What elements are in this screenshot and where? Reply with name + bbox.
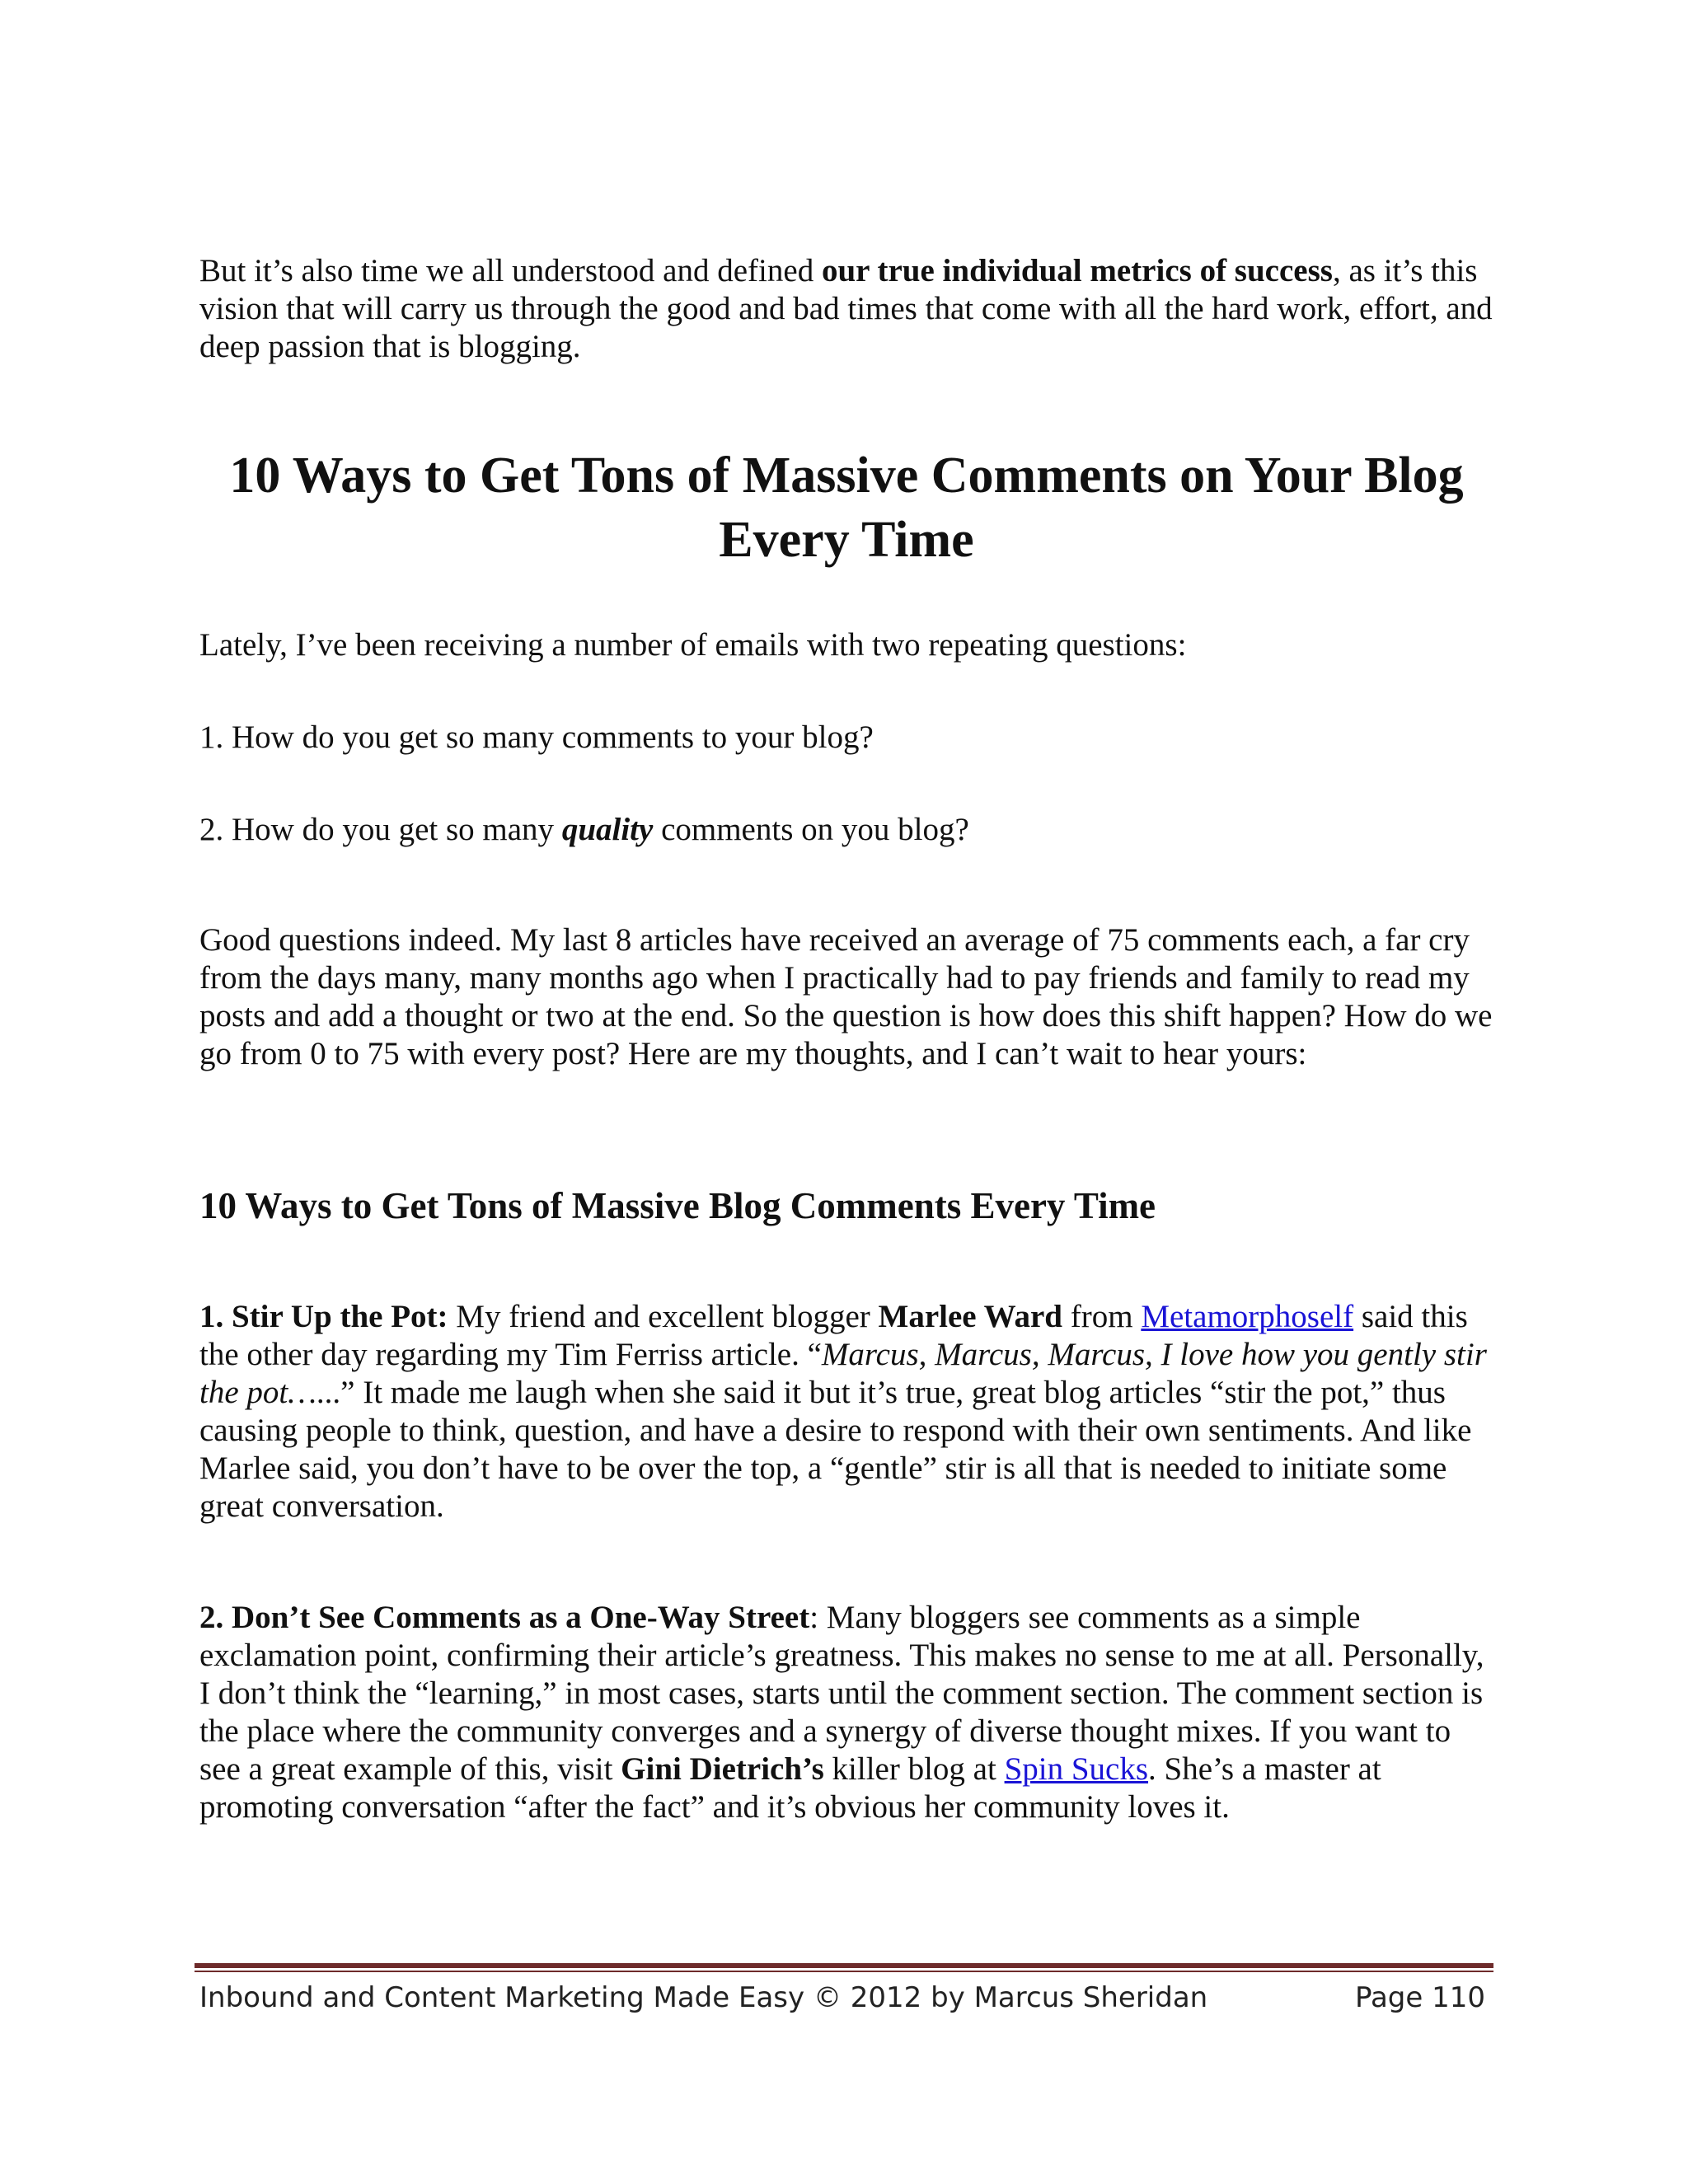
question-2 (199, 811, 1493, 849)
item-1-label: 1. Stir Up the Pot: (199, 1299, 448, 1334)
item-1-text-4: ...” It made me laugh when she said it but it’s true, great blog articles “stir the pot,” thus causing people to think, question, and have a desire to respond with their own sentiments. And like Marlee said, you don’t have to be over the top, a “gentle” stir is all that is needed to initiate some great conversation. (199, 1375, 1472, 1524)
item-2-text-2: killer blog at (823, 1751, 1005, 1787)
page-title (199, 443, 1493, 572)
title-line-1: 10 Ways to Get Tons of Massive Comments on Your Blog (229, 448, 1464, 504)
question-2-text-a: 2. How do you get so many (199, 812, 562, 847)
section-heading: 10 Ways to Get Tons of Massive Blog Comments Every Time (199, 1185, 1156, 1226)
item-1-text-3: said this the other day regarding my Tim Ferriss article. “ (199, 1299, 1468, 1372)
item-1-quote: Marcus, Marcus, Marcus, I love how you gently stir the pot… (199, 1337, 1487, 1410)
question-2-emphasis: quality (561, 812, 654, 847)
list-item-2 (199, 1599, 1493, 1826)
item-1-name: Marlee Ward (878, 1299, 1062, 1334)
good-questions-paragraph: Good questions indeed. My last 8 articles have received an average of 75 comments each, a far cry from the days many, many months ago when I practically had to pay friends and family to read my posts and add a thought or two at the end. So the question is how does this shift happen? How do we go from 0 to 75 with every post? Here are my thoughts, and I can’t wait to hear yours: (199, 922, 1493, 1071)
item-2-label: 2. Don’t See Comments as a One-Way Street (199, 1600, 810, 1635)
item-1-text-1: My friend and excellent blogger (448, 1299, 879, 1334)
footer-book-title: Inbound and Content Marketing Made Easy © 2012 by Marcus Sheridan (199, 1981, 1208, 2014)
intro-paragraph (199, 252, 1493, 366)
title-line-2: Every Time (719, 512, 974, 568)
intro-bold-text: our true individual metrics of success (821, 253, 1333, 288)
item-1-text-2: from (1062, 1299, 1142, 1334)
list-item-1 (199, 1298, 1493, 1526)
intro-text-a: But it’s also time we all understood and defined (199, 253, 822, 288)
metamorphoself-link[interactable]: Metamorphoself (1141, 1299, 1354, 1334)
footer-page-number: Page 110 (1354, 1981, 1485, 2014)
footer-rule-thick (195, 1963, 1493, 1968)
question-2-text-c: comments on you blog? (653, 812, 969, 847)
spin-sucks-link[interactable]: Spin Sucks (1004, 1751, 1149, 1787)
question-1: 1. How do you get so many comments to your blog? (199, 719, 874, 755)
intro-text-c: , as it’s this vision that will carry us through the good and bad times that come with all the hard work, effort, and deep passion that is blogging. (199, 253, 1493, 364)
item-2-text-1: : Many bloggers see comments as a simple exclamation point, confirming their article’s greatness. This makes no sense to me at all. Personally, I don’t think the “learning,” in most cases, starts until the comment section. The comment section is the place where the community converges and a synergy of diverse thought mixes. If you want to see a great example of this, visit (199, 1600, 1484, 1787)
item-2-text-3: . She’s a master at promoting conversation “after the fact” and it’s obvious her community loves it. (199, 1751, 1381, 1825)
item-2-name: Gini Dietrich’s (621, 1751, 824, 1787)
footer-rule-thin (195, 1971, 1493, 1972)
lately-paragraph: Lately, I’ve been receiving a number of emails with two repeating questions: (199, 627, 1187, 663)
